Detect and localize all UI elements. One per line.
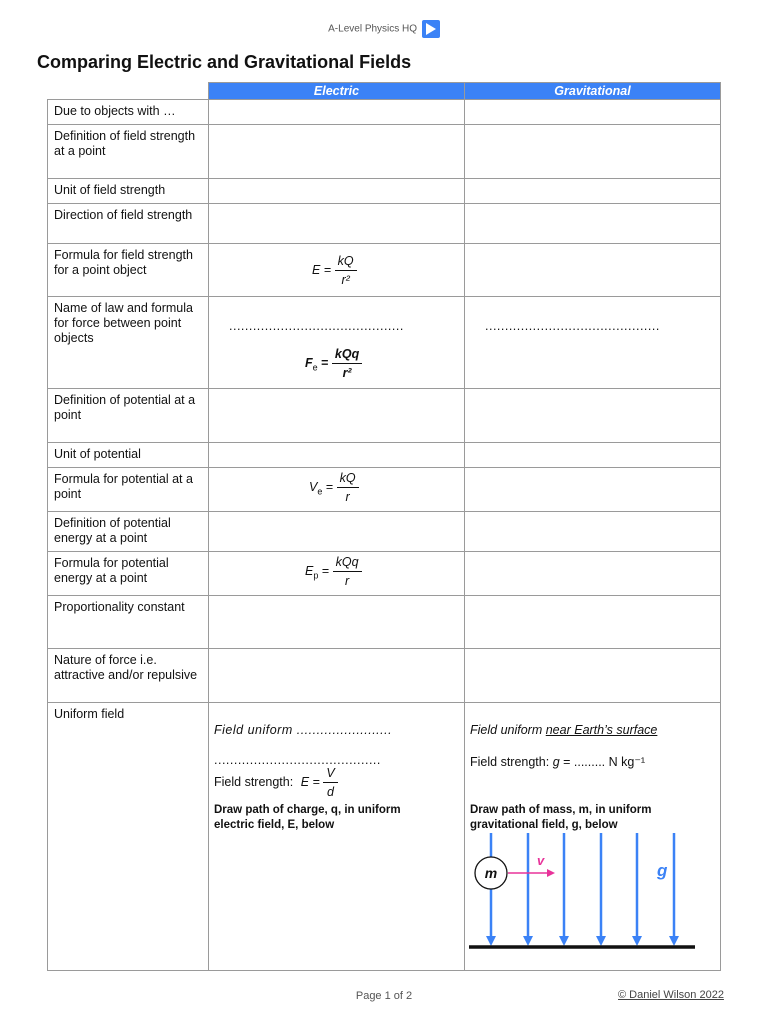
table-row	[48, 596, 721, 649]
table-row	[48, 468, 721, 512]
draw-instruction: Draw path of mass, m, in uniform gravitational field, g, below	[470, 804, 652, 831]
formula-sub: e	[312, 362, 318, 373]
play-icon	[422, 20, 440, 38]
row-label: Definition of field strength at a point	[48, 125, 209, 179]
field-strength-formula-cell	[209, 244, 465, 297]
fraction-denominator: d	[327, 785, 334, 799]
copyright-link[interactable]: © Daniel Wilson 2022	[618, 989, 724, 1001]
grav-field-strength	[470, 754, 645, 769]
table-row	[48, 100, 721, 125]
formula-var: F	[305, 355, 313, 370]
row-label: Unit of field strength	[48, 179, 209, 204]
row-label: Nature of force i.e. attractive and/or repulsive	[48, 649, 209, 703]
answer-cell[interactable]	[209, 649, 465, 703]
table-row	[48, 703, 721, 971]
column-header-gravitational: Gravitational	[465, 83, 721, 100]
formula-sub: e	[317, 486, 323, 497]
answer-cell[interactable]	[209, 100, 465, 125]
uniform-field-electric-cell	[209, 703, 465, 971]
potential-energy-formula-cell	[209, 552, 465, 596]
electric-field-strength-formula	[214, 766, 338, 799]
answer-cell[interactable]	[465, 100, 721, 125]
answer-cell[interactable]	[209, 125, 465, 179]
mass-label: m	[484, 865, 498, 881]
row-label: Unit of potential	[48, 443, 209, 468]
row-label: Definition of potential at a point	[48, 389, 209, 443]
fraction	[333, 555, 362, 588]
row-label: Name of law and formula for force between point objects	[48, 297, 209, 389]
table-row	[48, 125, 721, 179]
answer-cell[interactable]	[209, 179, 465, 204]
fraction	[335, 254, 357, 287]
formula-lhs: E =	[312, 262, 332, 277]
electric-drawing-area[interactable]	[214, 838, 454, 958]
page-title: Comparing Electric and Gravitational Fields	[37, 52, 412, 72]
fraction-denominator: r²	[341, 273, 350, 287]
answer-cell[interactable]	[465, 468, 721, 512]
column-header-electric: Electric	[209, 83, 465, 100]
gravity-label: g	[657, 861, 668, 880]
fraction-numerator: kQq	[333, 555, 362, 572]
table-row	[48, 244, 721, 297]
fraction	[323, 766, 337, 799]
field-lines	[491, 833, 674, 941]
page-number: Page 1 of 2	[355, 990, 413, 1002]
table-row	[48, 297, 721, 389]
draw-instruction: Draw path of charge, q, in uniform electric field, E, below	[214, 804, 401, 831]
answer-cell[interactable]	[209, 389, 465, 443]
fraction	[337, 471, 359, 504]
answer-cell[interactable]	[465, 512, 721, 552]
answer-cell[interactable]	[465, 125, 721, 179]
answer-cell[interactable]	[465, 204, 721, 244]
formula-lhs: E =	[300, 774, 320, 789]
formula-label: Field strength:	[470, 755, 553, 769]
potential-energy-formula	[305, 555, 362, 588]
force-law-cell-grav	[465, 297, 721, 389]
table-row	[48, 179, 721, 204]
field-strength-formula	[312, 254, 357, 287]
formula-var: V	[309, 479, 318, 494]
fraction-numerator: kQ	[335, 254, 357, 271]
brand-name: A-Level Physics HQ	[328, 23, 418, 35]
answer-cell[interactable]	[465, 649, 721, 703]
row-label: Uniform field	[48, 703, 209, 971]
table-row	[48, 649, 721, 703]
answer-cell[interactable]	[465, 179, 721, 204]
formula-eq: =	[318, 563, 330, 578]
fraction-numerator: kQq	[332, 347, 362, 364]
table-row	[48, 443, 721, 468]
comparison-table	[47, 82, 721, 971]
force-formula	[305, 347, 362, 380]
fraction-denominator: r	[345, 490, 350, 504]
row-label: Formula for potential energy at a point	[48, 552, 209, 596]
row-label: Formula for field strength for a point object	[48, 244, 209, 297]
grav-uniform-condition: near Earth’s surface	[545, 723, 658, 737]
answer-cell[interactable]	[209, 443, 465, 468]
fraction	[332, 347, 362, 380]
table-row	[48, 389, 721, 443]
table-row	[48, 512, 721, 552]
field-uniform-blank-2[interactable]: ..........................................	[214, 753, 381, 767]
header-blank	[48, 83, 209, 100]
formula-eq: =	[317, 355, 329, 370]
fraction-denominator: r²	[342, 366, 352, 380]
velocity-label: v	[537, 853, 545, 868]
fraction-numerator: V	[323, 766, 337, 783]
formula-label: Field strength:	[214, 774, 294, 789]
row-label: Direction of field strength	[48, 204, 209, 244]
uniform-field-grav-cell	[465, 703, 721, 971]
potential-formula-cell	[209, 468, 465, 512]
formula-var: g	[552, 755, 560, 769]
force-law-cell	[209, 297, 465, 389]
header	[0, 20, 768, 40]
answer-cell[interactable]	[465, 596, 721, 649]
law-name-blank[interactable]: ............................................	[229, 319, 404, 333]
row-label: Proportionality constant	[48, 596, 209, 649]
row-label: Definition of potential energy at a point	[48, 512, 209, 552]
row-label: Formula for potential at a point	[48, 468, 209, 512]
answer-cell[interactable]	[465, 244, 721, 297]
answer-cell[interactable]	[465, 552, 721, 596]
fraction-numerator: kQ	[337, 471, 359, 488]
fraction-denominator: r	[345, 574, 350, 588]
formula-eq: =	[322, 479, 334, 494]
answer-cell[interactable]	[209, 204, 465, 244]
formula-var: E	[305, 563, 314, 578]
table-header-row	[48, 83, 721, 100]
answer-cell[interactable]	[465, 389, 721, 443]
answer-cell[interactable]	[209, 596, 465, 649]
answer-cell[interactable]	[209, 512, 465, 552]
table-row	[48, 204, 721, 244]
formula-sub: p	[313, 570, 319, 581]
field-uniform-blank[interactable]: Field uniform ........................	[214, 723, 393, 737]
law-name-blank[interactable]: ............................................	[485, 319, 660, 333]
formula-blank[interactable]: = ......... N kg⁻¹	[559, 755, 646, 769]
grav-uniform-prefix: Field uniform	[470, 723, 546, 737]
field-uniform-grav	[470, 723, 657, 737]
answer-cell[interactable]	[465, 443, 721, 468]
potential-formula	[309, 471, 359, 504]
row-label: Due to objects with …	[48, 100, 209, 125]
gravity-diagram[interactable]	[465, 833, 721, 951]
table-row	[48, 552, 721, 596]
